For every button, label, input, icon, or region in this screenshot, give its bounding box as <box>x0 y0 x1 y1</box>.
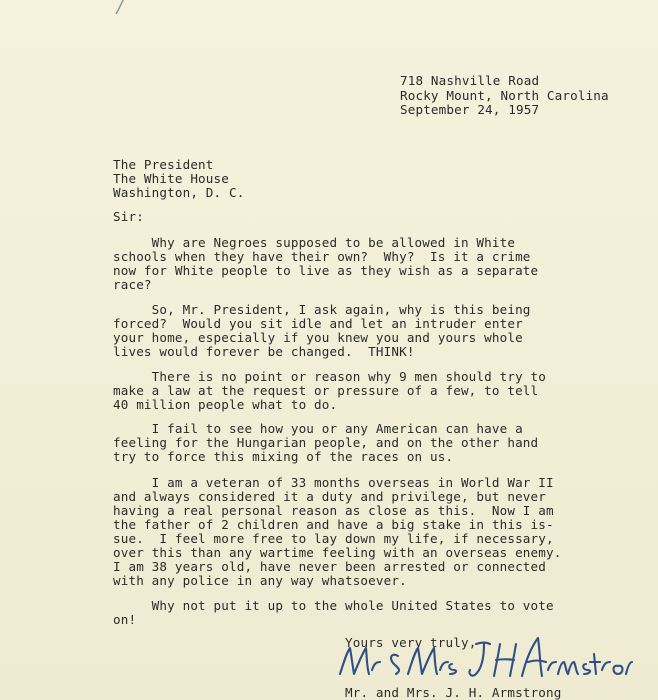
body-line: on! <box>113 612 137 627</box>
handwritten-signature <box>336 626 636 686</box>
body-line: and always considered it a duty and privilege, but never <box>113 489 546 504</box>
body-line: sue. I feel more free to lay down my life, if necessary, <box>113 531 554 546</box>
body-line: Why are Negroes supposed to be allowed in White <box>113 235 516 250</box>
body-line: your home, especially if you knew you and yours whole <box>113 330 523 345</box>
recipient-line: The President <box>113 157 214 172</box>
body-line: schools when they have their own? Why? Is it a crime <box>113 249 531 264</box>
body-line: now for White people to live as they wish as a separate <box>113 263 539 278</box>
body-line: forced? Would you sit idle and let an intruder enter <box>113 316 523 331</box>
body-line: I am 38 years old, have never been arrested or connected <box>113 559 546 574</box>
body-line: try to force this mixing of the races on us. <box>113 449 454 464</box>
body-line: race? <box>113 277 152 292</box>
recipient-line: Washington, D. C. <box>113 185 245 200</box>
body-line: over this than any wartime feeling with an overseas enemy. <box>113 545 562 560</box>
body-line: with any police in any way whatsoever. <box>113 573 407 588</box>
body-line: I fail to see how you or any American can have a <box>113 421 523 436</box>
address-city: Rocky Mount, North Carolina <box>400 88 609 103</box>
recipient-line: The White House <box>113 171 229 186</box>
body-line: Why not put it up to the whole United States to vote <box>113 598 554 613</box>
closing: Yours very truly, <box>345 635 477 650</box>
salutation: Sir: <box>113 209 144 224</box>
body-line: lives would forever be changed. THINK! <box>113 344 415 359</box>
body-line: I am a veteran of 33 months overseas in World War II <box>113 475 554 490</box>
body-line: having a real personal reason as close as this. Now I am <box>113 503 554 518</box>
body-line: So, Mr. President, I ask again, why is this being <box>113 302 531 317</box>
address-street: 718 Nashville Road <box>400 73 540 88</box>
letter-date: September 24, 1957 <box>400 102 540 117</box>
body-line: feeling for the Hungarian people, and on the other hand <box>113 435 539 450</box>
body-line: the father of 2 children and have a big stake in this is- <box>113 517 554 532</box>
pencil-mark <box>112 0 142 18</box>
body-line: make a law at the request or pressure of a few, to tell <box>113 383 539 398</box>
body-line: There is no point or reason why 9 men should try to <box>113 369 546 384</box>
typed-name: Mr. and Mrs. J. H. Armstrong <box>345 685 562 700</box>
body-line: 40 million people what to do. <box>113 397 338 412</box>
